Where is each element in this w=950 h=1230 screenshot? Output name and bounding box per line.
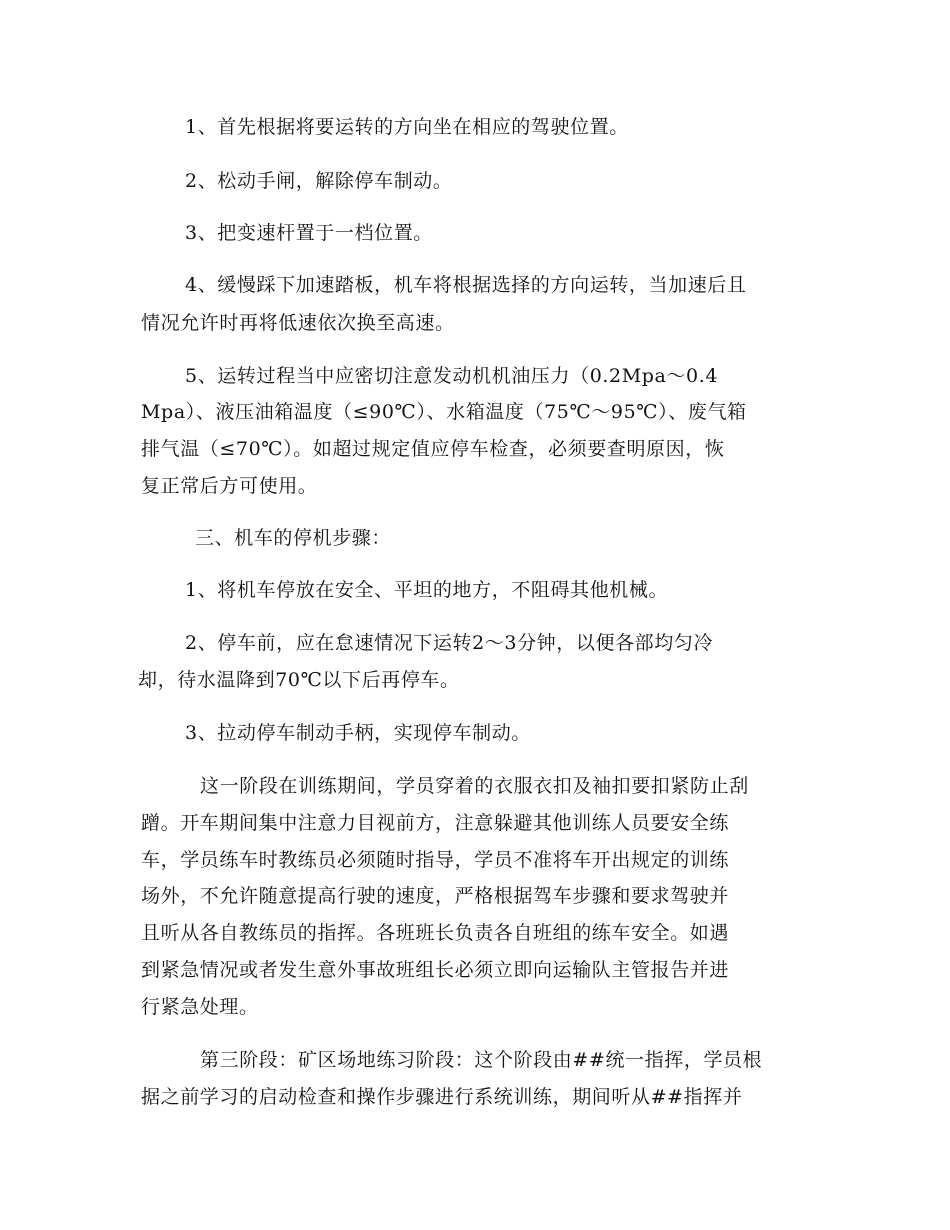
- text-line: 复正常后方可使用。: [141, 475, 318, 497]
- text-line: 蹭。开车期间集中注意力目视前方，注意躲避其他训练人员要安全练: [141, 812, 730, 834]
- text-line: 且听从各自教练员的指挥。各班班长负责各自班组的练车安全。如遇: [141, 922, 730, 944]
- text-line: 行紧急处理。: [141, 996, 259, 1018]
- text-line: 4、缓慢踩下加速踏板，机车将根据选择的方向运转，当加速后且: [185, 274, 747, 296]
- text-line: 3、把变速杆置于一档位置。: [185, 222, 433, 244]
- text-line: Mpa）、液压油箱温度（≤90℃）、水箱温度（75℃～95℃）、废气箱: [141, 401, 747, 423]
- text-line: 这一阶段在训练期间，学员穿着的衣服衣扣及袖扣要扣紧防止刮: [200, 775, 749, 797]
- text-line: 1、首先根据将要运转的方向坐在相应的驾驶位置。: [185, 116, 629, 138]
- text-line: 到紧急情况或者发生意外事故班组长必须立即向运输队主管报告并进: [141, 959, 730, 981]
- section-heading: 三、机车的停机步骤：: [195, 527, 392, 549]
- text-line: 3、拉动停车制动手柄，实现停车制动。: [185, 722, 531, 744]
- text-line: 第三阶段：矿区场地练习阶段：这个阶段由##统一指挥，学员根: [200, 1049, 763, 1071]
- text-line: 1、将机车停放在安全、平坦的地方，不阻碍其他机械。: [185, 579, 669, 601]
- text-line: 场外，不允许随意提高行驶的速度，严格根据驾车步骤和要求驾驶并: [141, 885, 730, 907]
- text-line: 车，学员练车时教练员必须随时指导，学员不准将车开出规定的训练: [141, 849, 730, 871]
- text-line: 情况允许时再将低速依次换至高速。: [141, 312, 455, 334]
- text-line: 据之前学习的启动检查和操作步骤进行系统训练，期间听从##指挥并: [141, 1086, 743, 1108]
- text-line: 排气温（≤70℃）。如超过规定值应停车检查，必须要查明原因，恢: [141, 438, 725, 460]
- text-line: 却，待水温降到70℃以下后再停车。: [138, 669, 460, 691]
- text-line: 2、松动手闸，解除停车制动。: [185, 170, 453, 192]
- text-line: 5、运转过程当中应密切注意发动机机油压力（0.2Mpa～0.4: [185, 365, 719, 387]
- text-line: 2、停车前，应在怠速情况下运转2～3分钟，以便各部均匀冷: [185, 632, 714, 654]
